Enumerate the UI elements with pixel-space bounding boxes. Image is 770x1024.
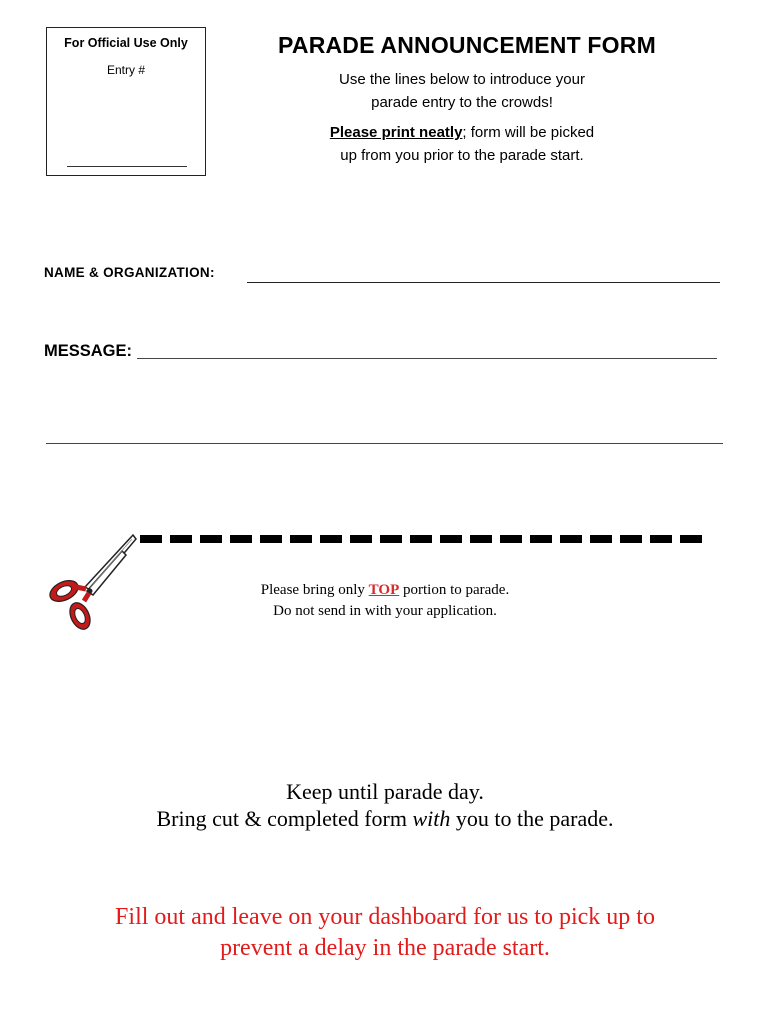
keep-until-parade-note	[60, 778, 710, 832]
intro-line-1: Use the lines below to introduce your	[339, 71, 585, 88]
intro-text	[292, 68, 632, 114]
bring-note-line-2: Do not send in with your application.	[273, 603, 497, 619]
message-line-1[interactable]	[137, 358, 717, 359]
entry-number-line	[67, 166, 187, 167]
keep-line-2-prefix: Bring cut & completed form	[156, 806, 413, 831]
dashboard-note-line-2: prevent a delay in the parade start.	[220, 935, 550, 961]
keep-line-2-suffix: you to the parade.	[450, 806, 614, 831]
keep-line-1: Keep until parade day.	[286, 779, 484, 804]
bring-note-line-1	[185, 580, 585, 601]
print-instructions	[292, 121, 632, 167]
print-neatly-emphasis: Please print neatly	[329, 124, 463, 141]
name-organization-line[interactable]	[247, 282, 720, 283]
dashboard-note	[40, 902, 730, 964]
official-use-title: For Official Use Only	[64, 36, 188, 50]
print-instructions-line-1	[292, 121, 632, 144]
keep-line-2	[60, 805, 710, 832]
name-organization-label: NAME & ORGANIZATION:	[44, 265, 215, 280]
print-instructions-line-2: up from you prior to the parade start.	[340, 147, 584, 164]
form-title: PARADE ANNOUNCEMENT FORM	[278, 32, 656, 58]
top-emphasis: TOP	[368, 582, 400, 598]
scissors-icon	[40, 525, 140, 635]
keep-line-2-italic: with	[412, 806, 451, 831]
entry-number-label: Entry #	[106, 63, 145, 77]
bring-top-portion-note	[185, 580, 585, 622]
intro-line-2: parade entry to the crowds!	[371, 94, 553, 111]
official-use-box	[46, 27, 206, 176]
message-line-2[interactable]	[46, 443, 723, 444]
cut-line	[140, 535, 705, 543]
bring-prefix: Please bring only	[260, 582, 369, 598]
bring-suffix: portion to parade.	[399, 582, 510, 598]
print-instructions-rest: ; form will be picked	[462, 124, 595, 141]
message-label: MESSAGE:	[44, 342, 133, 360]
dashboard-note-line-1: Fill out and leave on your dashboard for us to pick up to	[115, 904, 655, 930]
